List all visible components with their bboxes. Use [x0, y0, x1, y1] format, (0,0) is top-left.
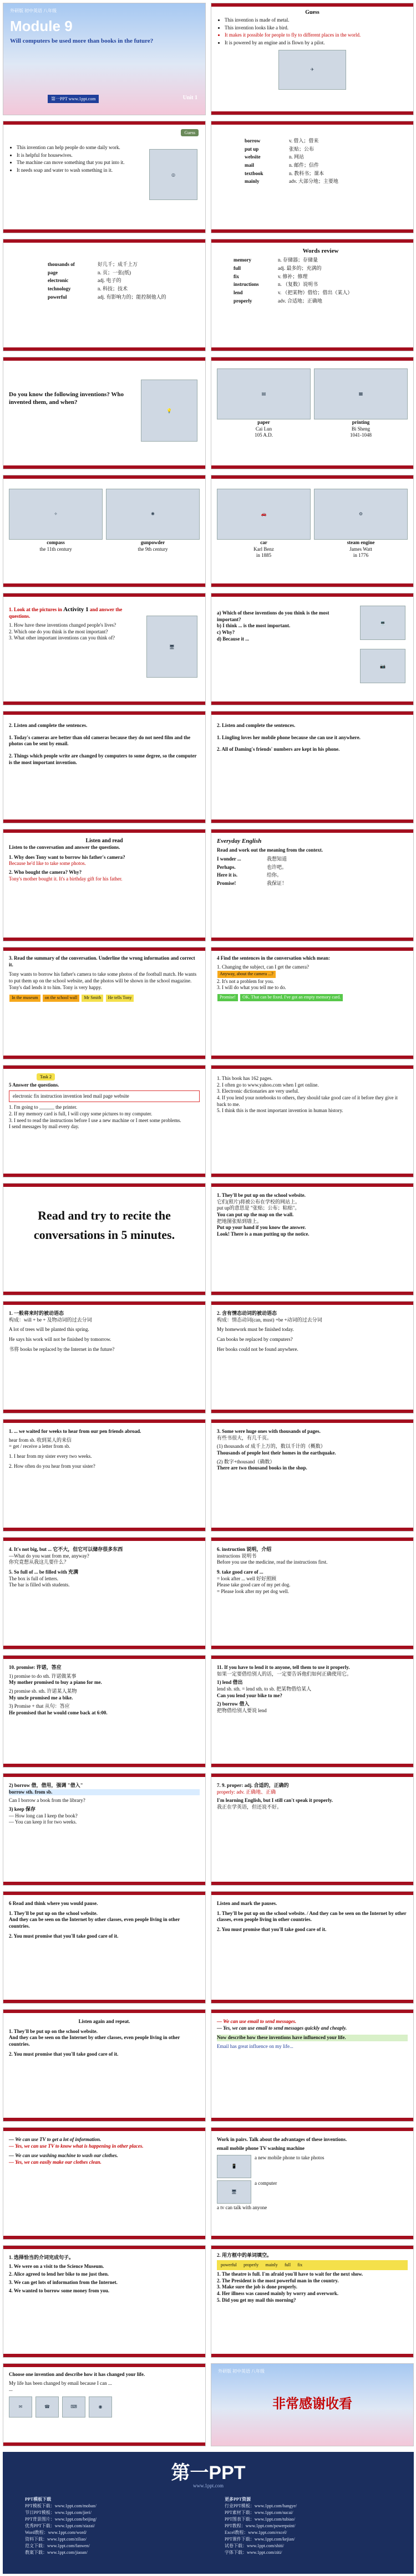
clue: • It makes it possible for people to fly to different places in the world.: [225, 32, 408, 39]
footer-link[interactable]: 行业PPT模板：www.1ppt.com/hangye/: [225, 2503, 297, 2508]
sentence: 2. All of Daming's friends' numbers are kept in his phone.: [217, 746, 340, 752]
clue: • It is helpful for housewives.: [17, 152, 144, 159]
slide-31: 2) borrow 借，借用，强调 "借入" borrow sth. from sb. Can I borrow a book from the library? 3) keep 保存 — How long can I keep the book? — You can keep it for two weeks.: [3, 1773, 206, 1886]
footer: [3, 2452, 414, 2574]
slide-34: Listen and mark the pauses. 1. They'll be put up on the school website. / And they can be seen on the Internet by other classes, even people living in other countries. 2. You must promise that you'll take good care of it.: [211, 1891, 414, 2004]
slide-1: [3, 3, 206, 115]
slide-28: 6. instruction 说明，介绍 instructions 说明书 Before you use the medicine, read the instructions first. 9. take good care of ... = look after ... well 好好照顾 Please take good care of my pet dog. = Please look after my pet dog well.: [211, 1537, 414, 1650]
slide-title: 1. ... we waited for weeks to hear from our pen friends abroad.: [9, 1428, 141, 1434]
question: c) Why?: [217, 629, 235, 636]
clue: • It needs soap and water to wash something in it.: [17, 167, 144, 174]
invention-printing: ▦ printing Bi Sheng 1041-1048: [314, 368, 408, 439]
slide-13: [3, 711, 206, 823]
footer-link[interactable]: 范文下载：www.1ppt.com/fanwen/: [25, 2543, 90, 2548]
slide-25: 1. ... we waited for weeks to hear from our pen friends abroad. hear from sb. 收到某人的来信 = get / receive a letter from sb. 1. I hear from my sister every two weeks. 2. How often do you hear from your sister?: [3, 1419, 206, 1532]
footer-site: www.1ppt.com: [193, 2483, 224, 2488]
computer-icon: ⌨: [62, 2396, 85, 2418]
gunpowder-image: ✺: [106, 489, 200, 540]
clue: • This invention can help people do some daily work.: [17, 145, 144, 151]
email-icon: ✉: [9, 2396, 32, 2418]
slide-subtitle: Listen to the conversation and answer the questions.: [9, 844, 120, 850]
slide-title: 2. Listen and complete the sentences.: [9, 723, 88, 728]
slide-17: 3. Read the summary of the conversation. Underline the wrong information and correct it. Tony wants to borrow his father's camera to take some photos of the football match. He wants to put them up on the school website, and the photos will be shown in the school magazine. Tony's dad lends it to him. Tony is very happy. In the museum on the school wall Mr Smith He tells Tony: [3, 947, 206, 1059]
slide-title: 1. 选择恰当的介词完成句子。: [9, 2255, 74, 2260]
phone-icon: ☎: [35, 2396, 59, 2418]
steam-engine-image: ⚙: [314, 489, 408, 540]
slide-title: 10. promise: 许诺，答应: [9, 1665, 62, 1670]
slide-20: 1. This book has 162 pages. 2. I often go to www.yahoo.com when I get online. 3. Electronic dictionaries are very useful. 4. If you lend your notebooks to others, they should take good care of it before they give it back to me. 5. I think this is the most important invention in human history.: [211, 1065, 414, 1177]
slide-4: [211, 121, 414, 233]
footer-link[interactable]: PPT图表下载：www.1ppt.com/tubiao/: [225, 2517, 296, 2522]
site-watermark: 第一PPT www.1ppt.com: [48, 95, 99, 103]
slide-title: Listen and read: [85, 838, 123, 844]
sentence: 1. Today's cameras are better than old cameras because they do not need film and the photos can be sent by email.: [9, 734, 191, 747]
footer-left-links: PPT模板下载 PPT模板下载：www.1ppt.com/moban/ 节日PPT模板：www.1ppt.com/jieri/ PPT背景图片：www.1ppt.com/beijing/ 优秀PPT下载：www.1ppt.com/xiazai/ Word教程：www.1ppt.com/word/ 资料下载：www.1ppt.com/ziliao/ 范文下载：www.1ppt.com/fanwen/ 教案下载：www.1ppt.com/jiaoan/: [25, 2496, 191, 2556]
invention-paper: ▤ paper Cai Lun 105 A.D.: [217, 368, 311, 439]
slide-27: 4. It's not big, but ... 它不大，但它可以储存很多东西 —What do you want from me, anyway? 你究竟想从我这儿要什么？ 5. So full of ... be filled with 充满 The box is full of letters. The bar is filled with students.: [3, 1537, 206, 1650]
slide-title: Read and work out the meaning from the context.: [217, 847, 323, 853]
word-box: electronic fix instruction invention lend mail page website: [9, 1090, 200, 1103]
clue: • This invention looks like a bird.: [225, 25, 408, 32]
slide-19: Task 2 5 Answer the questions. electronic fix instruction invention lend mail page website 1. I'm going to ______ the printer. 2. If my memory card is full, I will copy some pictures to my computer. 3. I need to read the instructions before I use a new machine or I meet some problems. I send messages by mail every day.: [3, 1065, 206, 1177]
footer-link[interactable]: 优秀PPT下载：www.1ppt.com/xiazai/: [25, 2523, 95, 2528]
slide-title: 5 Answer the questions.: [9, 1082, 59, 1088]
slide-33: 6 Read and think where you would pause. 1. They'll be put up on the school website. And they can be seen on the Internet by other classes, even people living in other countries. 2. You must promise that you'll take good care of it.: [3, 1891, 206, 2004]
slide-39: 1. 选择恰当的介词完成句子。 1. We were on a visit to the Science Museum. 2. Alice agreed to lend her bike to me just then. 3. We can get lots of information from the Internet. 4. We wanted to borrow some money from you.: [3, 2245, 206, 2358]
phrase-list: I wonder ... 我想知道 Perhaps. 也许吧。 Here it is. 给你。 Promise! 我保证！: [217, 856, 287, 887]
footer-link[interactable]: 资料下载：www.1ppt.com/ziliao/: [25, 2537, 87, 2542]
slide-16: [211, 829, 414, 941]
laptop-image: 💻: [360, 606, 405, 640]
footer-link[interactable]: 节日PPT模板：www.1ppt.com/jieri/: [25, 2510, 92, 2515]
slide-title: Listen and mark the pauses.: [217, 1901, 277, 1906]
slide-title: Listen again and repeat.: [78, 2019, 130, 2024]
slide-12: [211, 593, 414, 705]
slide-title: 2. 用方框中的单词填空。: [217, 2252, 272, 2258]
phone-image: 📱: [217, 2155, 251, 2178]
question: 3. What other important inventions can you think of?: [9, 635, 115, 641]
footer-link[interactable]: PPT模板下载：www.1ppt.com/moban/: [25, 2503, 97, 2508]
slide-21: [3, 1183, 206, 1295]
slide-18: 4 Find the sentences in the conversation which mean: 1. Changing the subject, can I get the camera? Anyway, about the camera ...? 2. It's not a problem for you. 3. I will do what you tell me to do. Promise! OK. That can be fixed. I've got an empty memory card.: [211, 947, 414, 1059]
question: 1. How have these inventions changed people's lives?: [9, 622, 116, 628]
airplane-icon: ✈: [278, 50, 346, 90]
computer-image: 🖥: [217, 2180, 251, 2204]
slide-36: — We can use email to send messages. — Yes, we can use email to send messages quickly and cheaply. Now describe how these inventions have influenced your life. Email has great influence on my life...: [211, 2009, 414, 2122]
slide-title: 4 Find the sentences in the conversation which mean:: [217, 955, 330, 961]
word-list: thousands of 好几千；成千上万 page n. 页；一张(纸) electronic adj. 电子的 technology n. 科技；技术 powerful adj. 有影响力的；能控制他人的: [48, 262, 166, 300]
task-badge: Task 2: [37, 1073, 55, 1080]
lesson-label: Unit 1: [182, 95, 197, 101]
slide-35: Listen again and repeat. 1. They'll be put up on the school website. And they can be seen on the Internet by other classes, even people living in other countries. 2. You must promise that you'll take good care of it.: [3, 2009, 206, 2122]
slide-6: [211, 239, 414, 351]
footer-right-links: 更多PPT资源 行业PPT模板：www.1ppt.com/hangye/ PPT素材下载：www.1ppt.com/sucai/ PPT图表下载：www.1ppt.com/tubiao/ PPT教程：www.1ppt.com/powerpoint/ Excel教程：www.1ppt.com/excel/ PPT课件下载：www.1ppt.com/kejian/ 试卷下载：www.1ppt.com/shiti/ 字体下载：www.1ppt.com/ziti/: [225, 2496, 391, 2556]
guess-badge: Guess: [181, 129, 199, 136]
clue: • The machine can move something that you put into it.: [17, 160, 144, 166]
slide-22: 1. They'll be put up on the school website. 它们(照片)将被公布在学校的网站上。 put up的意思是 "张贴；公布；粘贴"。 You can put up the map on the wall. 把地图张贴到墙上。 Put up your hand if you know the answer. Look! There is a man putting up the notice.: [211, 1183, 414, 1295]
summary-text: Tony wants to borrow his father's camera to take some photos of the football match. He wants to put them up on the school website, and the photos will be shown in the school magazine. Tony's dad lends it to him. Tony is very happy.: [9, 971, 197, 990]
slide-title: Guess: [305, 9, 319, 16]
slide-8: [211, 357, 414, 469]
camera-icon: ◉: [89, 2396, 112, 2418]
slide-23: 1. 一般将来时的被动语态 构成：will + be + 及物动词的过去分词 A lot of trees will be planted this spring. He says his work will not be finished by tomorrow. 书将 books be replaced by the Internet in the future?: [3, 1301, 206, 1414]
slide-title: Words review: [302, 248, 339, 254]
slide-title: 6 Read and think where you would pause.: [9, 1901, 98, 1906]
slide-38: Work in pairs. Talk about the advantages of these inventions. email mobile phone TV washing machine 📱 a new mobile phone to take photos 🖥 a computer a tv can talk with anyone: [211, 2127, 414, 2240]
slide-10: [211, 475, 414, 587]
footer-link[interactable]: 教案下载：www.1ppt.com/jiaoan/: [25, 2550, 88, 2555]
slide-5: [3, 239, 206, 351]
slide-29: 10. promise: 许诺，答应 1) promise to do sth. 许诺做某事 My mother promised to buy a piano for me. 2) promise sb. sth. 许诺某人某物 My uncle promised me a bike. 3) Promise + that 从句：答应 He promised that he would come back at 6:00.: [3, 1655, 206, 1768]
paper-image: ▤: [217, 368, 311, 419]
publisher-label: 外研版 初中英语 八年级: [218, 2369, 265, 2374]
footer-link[interactable]: PPT课件下载：www.1ppt.com/kejian/: [225, 2537, 295, 2542]
question: d) Because it ...: [217, 636, 249, 642]
invention-steam-engine: ⚙ steam engine James Watt in 1776: [314, 489, 408, 559]
recite-instruction: Read and try to recite the conversations in 5 minutes.: [33, 1208, 175, 1242]
publisher-label: 外研版 初中英语 八年级: [10, 8, 57, 13]
footer-link[interactable]: PPT教程：www.1ppt.com/powerpoint/: [225, 2523, 296, 2528]
footer-link[interactable]: Excel教程：www.1ppt.com/excel/: [225, 2530, 287, 2535]
thanks-text: 非常感谢收看: [272, 2396, 352, 2411]
module-title: Module 9: [10, 18, 73, 34]
compass-image: ✧: [9, 489, 103, 540]
slide-title: 1. 一般将来时的被动语态: [9, 1310, 64, 1316]
word-list: memory n. 存储器；存储量 full adj. 最多的；充满的 fix v. 修补；修理 instructions n. （复数）说明书 lend v. （把某物）借给；借出（某人） properly adv. 合适地；正确地: [234, 257, 353, 304]
car-image: 🚗: [217, 489, 311, 540]
slide-41: Choose one invention and describe how it has changed your life. My life has been changed by email because I can ... ... ✉ ☎ ⌨ ◉: [3, 2363, 206, 2446]
slide-title: Choose one invention and describe how it has changed your life.: [9, 2372, 145, 2377]
slide-7: [3, 357, 206, 469]
slide-40: 2. 用方框中的单词填空。 powerful properly mainly full fix 1. The theatre is full. I'm afraid you'll have to wait for the next show. 2. The President is the most powerful man in the country. 3. Make sure the job is done properly. 4. Her illness was caused mainly by worry and overwork. 5. Did you get my mail this morning?: [211, 2245, 414, 2358]
invention-compass: ✧ compass the 11th century: [9, 489, 103, 552]
question-text: Do you know the following inventions? Who invented them, and when?: [9, 391, 124, 406]
slide-37: — We can use TV to get a lot of information. — Yes, we can use TV to know what is happening in other places. — We can use washing machine to wash our clothes. — Yes, we can easily make our clothes clean.: [3, 2127, 206, 2240]
slide-26: 3. Some were huge ones with thousands of pages. 有些书很大，有几千页。 (1) thousands of 成千上万的，数以千计的（概数） Thousands of people lost their homes in the earthquake. (2) 数字+thousand（确数） There are two thousand books in the shop.: [211, 1419, 414, 1532]
footer-link[interactable]: PPT背景图片：www.1ppt.com/beijing/: [25, 2517, 97, 2522]
question: 2. Which one do you think is the most important?: [9, 628, 108, 634]
sentence: 2. Things which people write are changed by computers to some degree, so the computer is the most important invention.: [9, 753, 197, 765]
washing-machine-icon: ◎: [149, 149, 197, 200]
word-list: borrow v. 借入；借来 put up 张贴；公布 website n. 网站 mail n. 邮件；信件 textbook n. 教科书；课本 mainly adv. 大部分地；主要地: [245, 138, 338, 185]
footer-link[interactable]: 字体下载：www.1ppt.com/ziti/: [225, 2550, 282, 2555]
footer-link[interactable]: Word教程：www.1ppt.com/word/: [25, 2530, 87, 2535]
brand-label: Everyday English: [217, 838, 262, 844]
slide-9: [3, 475, 206, 587]
slide-title: 3. Some were huge ones with thousands of pages.: [217, 1428, 321, 1434]
slide-2: [211, 3, 414, 115]
sentence: 1. Lingling loves her mobile phone because she can use it anywhere.: [217, 734, 361, 740]
module-question: Will computers be used more than books in the future?: [10, 38, 154, 44]
clue: • It is powered by an engine and is flown by a pilot.: [225, 40, 408, 47]
slide-15: Listen and read Listen to the conversation and answer the questions. 1. Why does Tony want to borrow his father's camera? Because he'd like to take some photos. 2. Who bought the camera? Why? Tony's mother bought it. It's a birthday gift for his father.: [3, 829, 206, 941]
question: a) Which of these inventions do you think is the most important?: [217, 610, 329, 622]
slide-title: 3. Read the summary of the conversation. Underline the wrong information and correct it.: [9, 955, 195, 967]
slide-30: 11. If you have to lend it to anyone, tell them to use it properly. 如果一定要借给别人的话，一定要告诉他们如何正确使用它。 1) lend 借出 lend sb. sth. = lend sth. to sb. 把某物借给某人 Can you lend your bike to me? 2) borrow 借入 把物借给别人要说 lend: [211, 1655, 414, 1768]
slide-3: [3, 121, 206, 233]
footer-logo: 第一PPT: [171, 2462, 246, 2483]
slide-42: [211, 2363, 414, 2446]
computer-image: 🖥: [146, 616, 197, 678]
clue: • This invention is made of metal.: [225, 17, 408, 24]
slide-title: Work in pairs. Talk about the advantages of these inventions.: [217, 2137, 347, 2142]
slide-title: 2. Listen and complete the sentences.: [217, 723, 296, 728]
invention-gunpowder: ✺ gunpowder the 9th century: [106, 489, 200, 552]
slide-32: 7. 9. proper: adj. 合适的，正确的 properly: adv. 正确地、正确 I'm learning English, but I still can't speak it properly. 我正在学英语，但还说不好。: [211, 1773, 414, 1886]
printing-image: ▦: [314, 368, 408, 419]
footer-link[interactable]: 试卷下载：www.1ppt.com/shiti/: [225, 2543, 285, 2548]
question: b) I think ... is the most important.: [217, 623, 291, 629]
activity-instruction: 1. Look at the pictures in Activity 1 and answer the questions.: [9, 606, 123, 619]
slide-24: 2. 含有情态动词的被动语态 构成：情态动词(can, must) +be +动词的过去分词 My homework must be finished today. Can books be replaced by computers? Her books could not be found anywhere.: [211, 1301, 414, 1414]
footer-link[interactable]: PPT素材下载：www.1ppt.com/sucai/: [225, 2510, 293, 2515]
slide-title: 2. 含有情态动词的被动语态: [217, 1310, 277, 1316]
invention-car: 🚗 car Karl Benz in 1885: [217, 489, 311, 559]
camera-image: 📷: [360, 649, 405, 683]
slide-11: [3, 593, 206, 705]
lightbulb-icon: 💡: [141, 380, 197, 442]
slide-14: [211, 711, 414, 823]
